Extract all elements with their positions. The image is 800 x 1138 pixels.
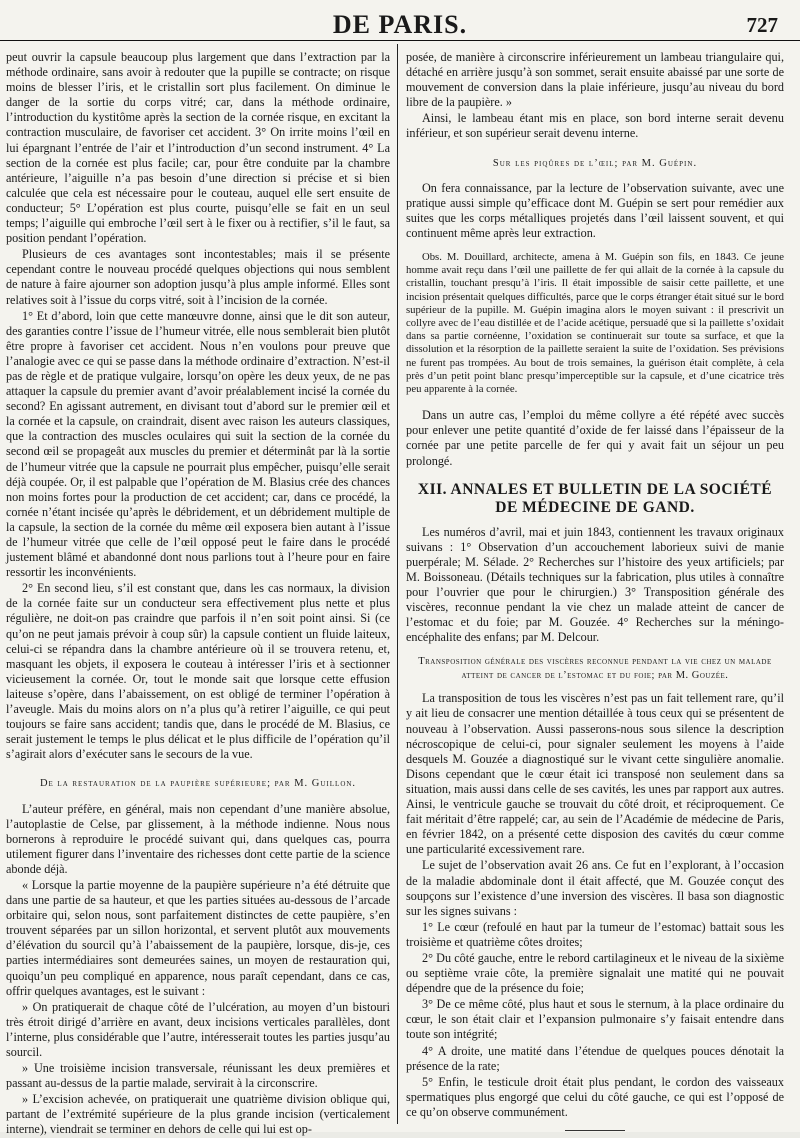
observation-note: Obs. M. Douillard, architecte, amena à M. Guépin son fils, en 1843. Ce jeune homme avait reçu dans l’œil une paillette de fer qui allait de la cornée à la capsule du cristallin, touchant presqu’à l’iris. Il était impossible de saisir cette paillette, et une incision présentait quelques difficultés, parce que le corps étranger était situé sur le bord supérieur de la pupille. M. Guépin imagina alors le moyen suivant : il prescrivit un collyre avec de l’eau distillée et de l’acide acétique, persuadé que si la paillette s’oxidait dans sa partie cornéenne, l’oxidation se continuerait sur toute sa surface, et que la dissolution et la résorption de la paillette seraient la suite de l’oxidation. Ses prévisions ne furent pas trompées. Au bout de trois semaines, la guérison était complète, à cela près d’un petit point blanc presqu’imperceptible sur la capsule, et d’une cicatrice très peu apparente à la cornée. [406,251,784,396]
end-rule [565,1130,625,1131]
column-divider [397,44,398,1124]
right-column [406,50,784,1120]
article-subheading: Transposition générale des viscères reconnue pendant la vie chez un malade atteint de cancer de l’estomac et du foie; par M. Gouzée. [418,656,772,682]
paragraph: » L’excision achevée, on pratiquerait une quatrième division oblique qui, partant de l’extrémité supérieure de la plus grande incision (verticalement interne), viendrait se terminer en dehors de celle qui lui est op- [6,1092,390,1137]
section-heading: XII. ANNALES ET BULLETIN DE LA SOCIÉTÉ DE MÉDECINE DE GAND. [417,480,773,516]
paragraph: Les numéros d’avril, mai et juin 1843, contiennent les travaux originaux suivans : 1° Observation d’un accouchement laborieux suivi de manie puerpérale; M. Sélade. 2° Recherches sur l’histoire des yeux artificiels; par M. Boissoneau. (Détails techniques sur la fabrication, plus utiles à connaître pour l’ouvrier que pour le chirurgien.) 3° Transposition générale des viscères, reconnue pendant la vie chez un malade atteint de cancer de l’estomac et du foie; par M. Gouzée. 4° Recherches sur la méningo-encéphalite des enfans; par M. Delcour. [406,524,784,645]
paragraph: Le sujet de l’observation avait 26 ans. Ce fut en l’explorant, à l’occasion de la maladie abdominale dont il était affecté, que M. Gouzée conçut des soupçons sur l’existence d’une inversion des viscères. Il basa son diagnostic sur les signes suivans : [406,858,784,918]
list-item: 3° De ce même côté, plus haut et sous le sternum, à la place ordinaire du cœur, le son était clair et l’expansion pulmonaire s’y faisait entendre dans toute son intégrité; [406,997,784,1042]
article-heading: Sur les piqûres de l’œil; par M. Guépin. [492,157,698,169]
page-number: 727 [746,13,778,37]
paragraph: Dans un autre cas, l’emploi du même collyre a été répété avec succès pour enlever une petite quantité d’oxide de fer laissé dans l’épaisseur de la cornée par une petite parcelle de fer qui y avait fait un séjour un peu prolongé. [406,408,784,468]
paragraph: On fera connaissance, par la lecture de l’observation suivante, avec une pratique aussi simple qu’efficace dont M. Guépin se sert pour remédier aux suites que les corps métalliques projetés dans l’œil laissent souvent, et qui continuent même après leur extraction. [406,180,784,240]
paragraph: Ainsi, le lambeau étant mis en place, son bord interne serait devenu inférieur, et son supérieur serait devenu interne. [406,111,784,141]
paragraph: peut ouvrir la capsule beaucoup plus largement que dans l’extraction par la méthode ordinaire, sans avoir à redouter que la pupille se contracte; on risque moins de blesser l’iris, et le cristallin sort plus facilement. On diminue le danger de la sortie du corps vitré; car, dans la méthode ordinaire, l’introduction du kystitôme après la section de la cornée risque, en excitant la contraction musculaire, de favoriser cet accident. 3° On irrite moins l’œil en lui épargnant l’entrée de l’air et l’introduction d’un second instrument. 4° La section de la cornée est plus facile; car, pour être conduite par la chambre antérieure, l’aiguille n’a pas besoin d’une direction si précise et si bien calculée que cela est nécessaire pour le couteau, auquel elle sert ensuite de conducteur; 5° L’opération est plus courte, puisqu’elle se fait en un seul temps; l’aiguille qui embroche l’œil sert à le fixer ou à rectifier, s’il le faut, sa position pendant l’opération. [6,50,390,246]
paragraph: 2° En second lieu, s’il est constant que, dans les cas normaux, la division de la cornée faite sur un conducteur sera effectivement plus nette et plus régulière, ne doit-on pas craindre que parfois il n’en soit point ainsi. Si (ce qu’on ne peut jamais prévoir à coup sûr) la capsule contient un fluide laiteux, celui-ci se répandra dans la chambre antérieure où il se trouvera retenu, et, masquant les objets, il exposera le couteau à intéresser l’iris et à sectionner vicieusement la cornée. Or, tout le monde sait que lorsque cette effusion laiteuse s’opère, dans l’abaissement, on est obligé de terminer l’opération à l’aveugle. Mais du moins alors on n’a plus qu’à retirer l’aiguille, ce qui peut toujours se faire sans accident; tandis que, dans le procédé de M. Blasius, ce serait justement le temps le plus délicat et le plus difficile de l’opération qu’il s’agirait alors d’exécuter sans le secours de la vue. [6,581,390,762]
paragraph: La transposition de tous les viscères n’est pas un fait tellement rare, qu’il y ait lieu de consacrer une mention détaillée à tous ceux qui se présentent de nouveau à l’observation. Aussi passerons-nous sous silence la description nécroscopique de celui-ci, pour signaler seulement les moyens à l’aide desquels M. Gouzée a diagnostiqué sur le vivant cette singulière anomalie. Disons cependant que le cœur était ici transposé non seulement dans sa situation, mais aussi dans celle de ses cavités, les unes par rapport aux autres. Ainsi, le ventricule gauche se trouvait du côté droit, et réciproquement. Ce fait méritait d’être rappelé; car, au sein de l’Académie de médecine de Paris, en février 1842, on a présenté cette disposion des cavités du cœur comme une particularité excessivement rare. [406,691,784,857]
page-header [0,0,800,41]
list-item: 4° A droite, une matité dans l’étendue de quelques pouces dénotait la présence de la rate; [406,1043,784,1073]
paragraph: » On pratiquerait de chaque côté de l’ulcération, au moyen d’un bistouri très étroit dirigé d’arrière en avant, deux incisions verticales parallèles, dont l’interne, plus considérable que l’autre, intéresserait toutes les parties jusqu’au sourcil. [6,999,390,1059]
left-column [6,50,390,1137]
article-heading: De la restauration de la paupière supérieure; par M. Guillon. [39,778,357,790]
list-item: 2° Du côté gauche, entre le rebord cartilagineux et le niveau de la sixième ou septième vraie côte, la première signalait une matité qui ne pouvait dépendre que de la présence du foie; [406,950,784,996]
paragraph: L’auteur préfère, en général, mais non cependant d’une manière absolue, l’autoplastie de Celse, par glissement, à la méthode indienne. Nous nous bornerons à reproduire le procédé suivant qui, dans quelques cas, pourra utilement figurer dans l’inventaire des richesses dont cette partie de la science abonde déjà. [6,801,390,876]
paragraph: » Une troisième incision transversale, réunissant les deux premières et passant au-dessus de la partie malade, servirait à la circonscrire. [6,1061,390,1091]
paragraph: Plusieurs de ces avantages sont incontestables; mais il se présente cependant contre le nouveau procédé quelques objections qui nous semblent de nature à faire ajourner son adoption jusqu’à plus ample informé. Elles sont relatives soit à l’issue du corps vitré, soit à l’incision de la cornée. [6,247,390,307]
list-item: 5° Enfin, le testicule droit était plus pendant, le cordon des vaisseaux spermatiques plus engorgé que celui du côté gauche, ce qui est l’opposé de ce qu’on observe communément. [406,1074,784,1119]
running-title: DE PARIS. [332,10,468,39]
paragraph: « Lorsque la partie moyenne de la paupière supérieure n’a été détruite que dans une partie de sa hauteur, et que les parties situées au-dessous de l’arcade orbitaire qui, selon nous, sont parfaitement distinctes de cette paupière, s’en trouvent séparées par un sillon horizontal, et servent plutôt aux mouvements d’élévation du sourcil qu’à l’abaissement de la paupière, lorsque, dis-je, ces parties intermédiaires sont demeurées saines, un moyen de restauration qui, quoiqu’un peu compliqué en apparence, nous paraît cependant, dans ce cas, offrir quelques avantages, est le suivant : [6,877,390,998]
paragraph: 1° Et d’abord, loin que cette manœuvre donne, ainsi que le dit son auteur, des garanties contre l’issue de l’humeur vitrée, elle nous semblerait bien plutôt être propre à favoriser cet accident. Nous n’en voulons pour preuve que l’analogie avec ce qui se passe dans la méthode ordinaire d’extraction. N’est-il pas de règle et de pratique vulgaire, lorsqu’on opère les deux yeux, de ne pas attaquer la capsule du premier avant d’avoir préalablement incisé la cornée du second? En agissant autrement, en divisant tout d’abord sur le premier œil et la cornée et la capsule, on craindrait, disent avec raison les auteurs classiques, que la contraction des muscles oculaires qui suit la section de la cornée du second œil se propageât aux muscles du premier et déterminât par là la sortie de l’humeur vitrée que la capsule ne pourrait plus empêcher, puisqu’elle serait déjà coupée. Or, il est palpable que l’opération de M. Blasius crée des chances non moins fortes pour la production de cet accident; car, dans ce procédé, la cornée n’étant incisée qu’après le débridement, et un débridement multiple de la capsule, la section de la cornée du même œil exposera bien autant à l’issue de l’humeur vitrée que celle de l’œil opposé peut le faire dans le procédé justement blâmé et abandonné dont nous parlions tout à l’heure pour en faire ressortir les inconvénients. [6,308,390,580]
paragraph: posée, de manière à circonscrire inférieurement un lambeau triangulaire qui, détaché en arrière jusqu’à son sommet, serait ensuite abaissé par une sorte de mouvement de conversion dans la plaie inférieure, jusqu’au niveau du bord libre de la paupière. » [406,50,784,110]
list-item: 1° Le cœur (refoulé en haut par la tumeur de l’estomac) battait sous les troisième et quatrième côtes droites; [406,919,784,949]
